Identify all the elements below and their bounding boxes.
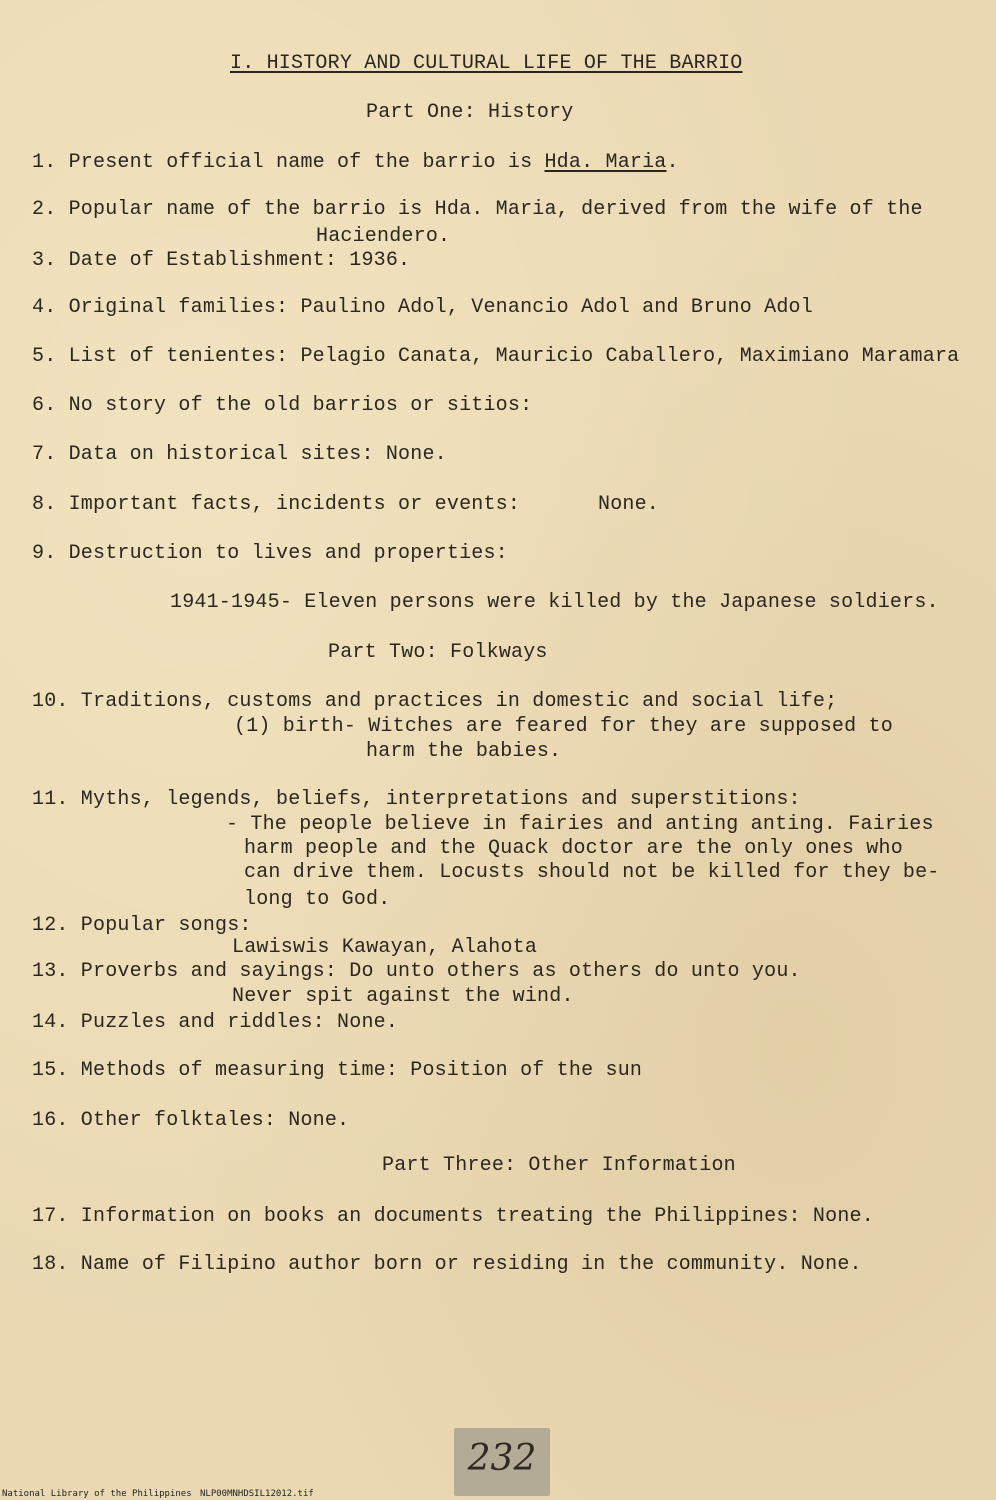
part-two-title: Part Two: Folkways bbox=[328, 641, 548, 664]
item-4: 4. Original families: Paulino Adol, Venancio Adol and Bruno Adol bbox=[32, 296, 813, 319]
item-13-line-2: Never spit against the wind. bbox=[232, 985, 574, 1008]
item-1 bbox=[32, 151, 679, 174]
item-15: 15. Methods of measuring time: Position of the sun bbox=[32, 1059, 643, 1082]
item-14: 14. Puzzles and riddles: None. bbox=[32, 1011, 399, 1034]
item-2-line-1: 2. Popular name of the barrio is Hda. Maria, derived from the wife of the bbox=[32, 198, 923, 221]
item-17: 17. Information on books an documents treating the Philippines: None. bbox=[32, 1205, 874, 1228]
item-5: 5. List of tenientes: Pelagio Canata, Mauricio Caballero, Maximiano Maramara bbox=[32, 345, 960, 368]
item-12-value: Lawiswis Kawayan, Alahota bbox=[232, 936, 538, 959]
item-12-label: 12. Popular songs: bbox=[32, 914, 252, 937]
item-9-detail: 1941-1945- Eleven persons were killed by the Japanese soldiers. bbox=[170, 591, 939, 614]
item-10-line-1: 10. Traditions, customs and practices in domestic and social life; bbox=[32, 690, 838, 713]
page-number-stamp bbox=[454, 1428, 550, 1496]
item-13-line-1: 13. Proverbs and sayings: Do unto others as others do unto you. bbox=[32, 960, 801, 983]
item-18: 18. Name of Filipino author born or residing in the community. None. bbox=[32, 1253, 862, 1276]
item-11-line-1: 11. Myths, legends, beliefs, interpretations and superstitions: bbox=[32, 788, 801, 811]
footer-filename: NLP00MNHDSIL12012.tif bbox=[200, 1489, 314, 1499]
item-8-label: 8. Important facts, incidents or events: bbox=[32, 493, 521, 516]
item-3: 3. Date of Establishment: 1936. bbox=[32, 249, 411, 272]
item-1-prefix: 1. Present official name of the barrio is bbox=[32, 151, 545, 174]
footer-library: National Library of the Philippines bbox=[2, 1489, 192, 1499]
item-10-line-2: (1) birth- Witches are feared for they are supposed to bbox=[234, 715, 893, 738]
document-heading: I. HISTORY AND CULTURAL LIFE OF THE BARRIO bbox=[230, 52, 743, 75]
item-16: 16. Other folktales: None. bbox=[32, 1109, 350, 1132]
item-11-line-4: can drive them. Locusts should not be killed for they be- bbox=[244, 861, 940, 884]
item-6: 6. No story of the old barrios or sitios: bbox=[32, 394, 533, 417]
barrio-official-name: Hda. Maria bbox=[544, 151, 667, 174]
part-three-title: Part Three: Other Information bbox=[382, 1154, 736, 1177]
item-11-line-2: - The people believe in fairies and anting anting. Fairies bbox=[226, 813, 934, 836]
item-1-suffix: . bbox=[666, 151, 679, 174]
item-8-value: None. bbox=[598, 493, 660, 516]
item-9: 9. Destruction to lives and properties: bbox=[32, 542, 508, 565]
item-7: 7. Data on historical sites: None. bbox=[32, 443, 447, 466]
item-10-line-3: harm the babies. bbox=[366, 740, 562, 763]
item-11-line-5: long to God. bbox=[244, 888, 391, 911]
part-one-title: Part One: History bbox=[366, 101, 574, 124]
item-2-line-2: Haciendero. bbox=[316, 225, 451, 248]
page-number: 232 bbox=[467, 1438, 537, 1479]
item-11-line-3: harm people and the Quack doctor are the only ones who bbox=[244, 837, 903, 860]
